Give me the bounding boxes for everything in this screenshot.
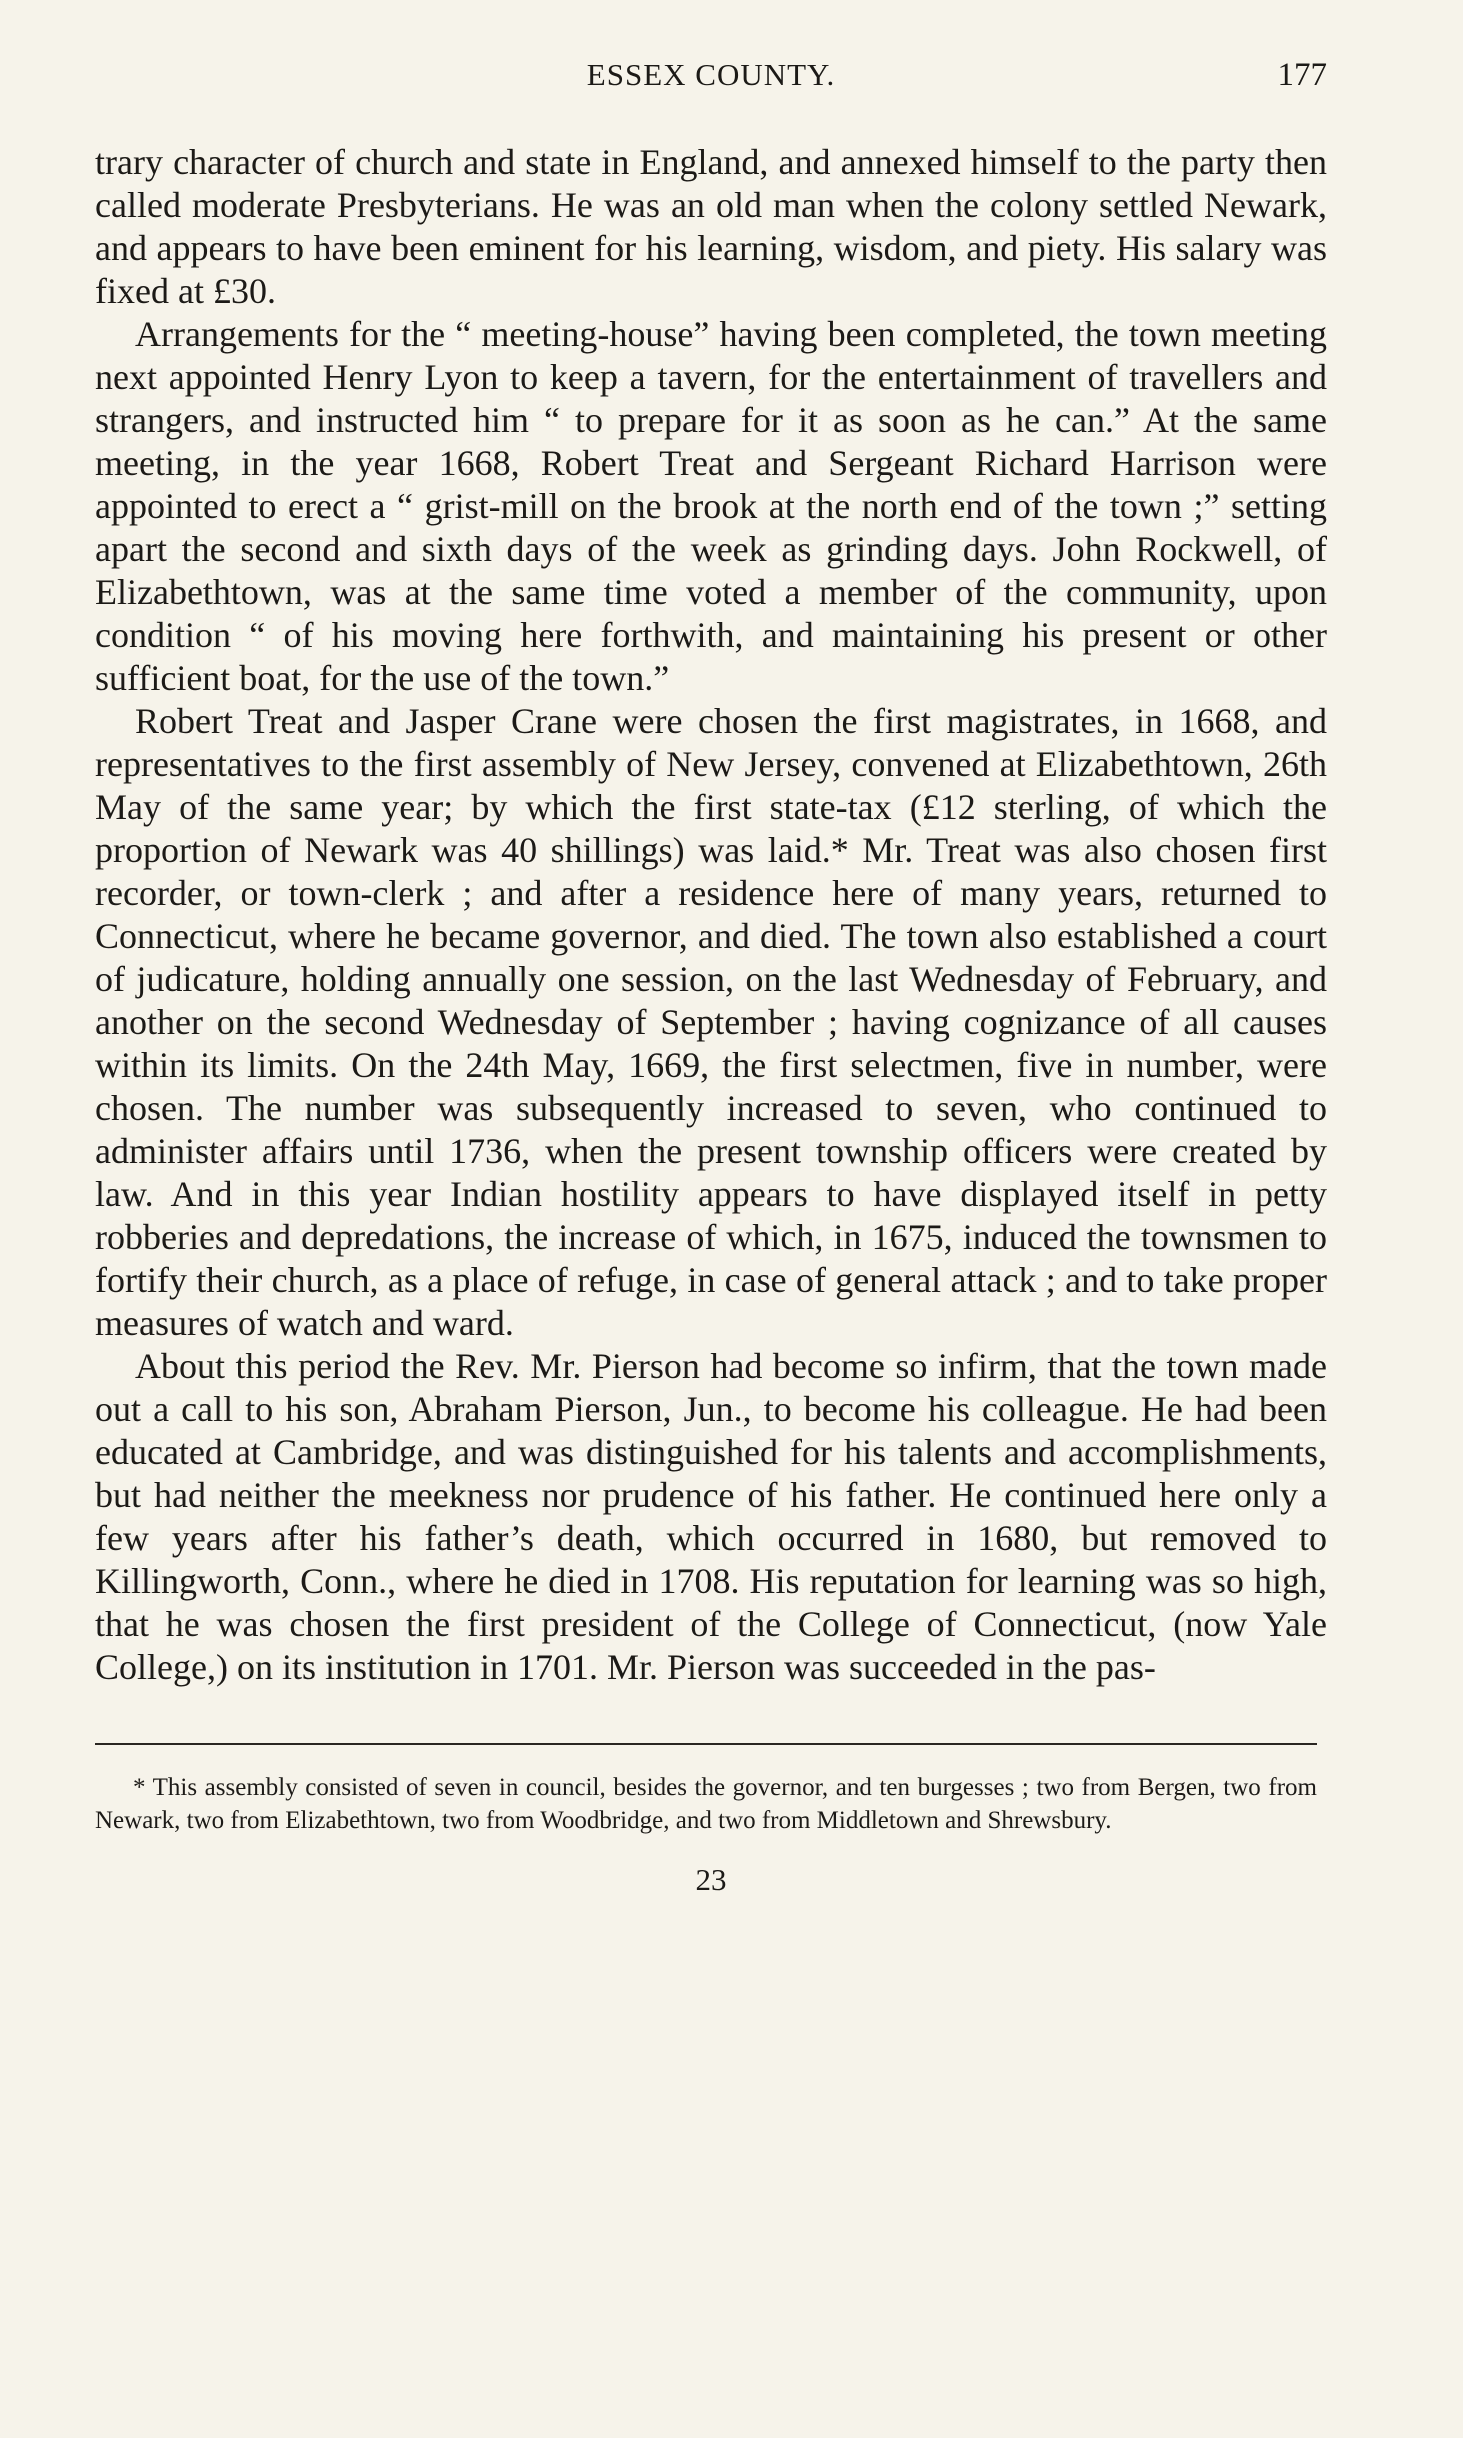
signature-mark: 23 xyxy=(695,1862,727,1897)
book-page xyxy=(95,55,1327,1898)
paragraph-pierson: About this period the Rev. Mr. Pierson had become so infirm, that the town made out a call to his son, Abraham Pierson, Jun., to become his colleague. He had been educated at Cambridge, and was distinguished for his talents and accomplishments, but had neither the meekness nor prudence of his father. He continued here only a few years after his father’s death, which occurred in 1680, but removed to Killingworth, Conn., where he died in 1708. His reputation for learning was so high, that he was chosen the first president of the College of Connecticut, (now Yale College,) on its institution in 1701. Mr. Pierson was succeeded in the pas- xyxy=(95,1346,1327,1687)
footnote-rule xyxy=(95,1743,1317,1745)
running-head: ESSEX COUNTY. xyxy=(586,57,836,92)
paragraph-magistrates: Robert Treat and Jasper Crane were chosen the first magistrates, in 1668, and representatives to the first assembly of New Jersey, convened at Elizabethtown, 26th May of the same year; by which the first state-tax (£12 sterling, of which the proportion of Newark was 40 shillings) was laid.* Mr. Treat was also chosen first recorder, or town-clerk ; and after a residence here of many years, returned to Connecticut, where he became governor, and died. The town also established a court of judicature, holding annually one session, on the last Wednesday of February, and another on the second Wednesday of September ; having cognizance of all causes within its limits. On the 24th May, 1669, the first selectmen, five in number, were chosen. The number was subsequently increased to seven, who continued to administer affairs until 1736, when the present township officers were created by law. And in this year Indian hostility appears to have displayed itself in petty robberies and depredations, the increase of which, in 1675, induced the townsmen to fortify their church, as a place of refuge, in case of general attack ; and to take proper measures of watch and ward. xyxy=(95,701,1327,1343)
paragraph-meeting-house: Arrangements for the “ meeting-house” having been completed, the town meeting next appointed Henry Lyon to keep a tavern, for the entertainment of travellers and strangers, and instructed him “ to prepare for it as soon as he can.” At the same meeting, in the year 1668, Robert Treat and Sergeant Richard Harrison were appointed to erect a “ grist-mill on the brook at the north end of the town ;” setting apart the second and sixth days of the week as grinding days. John Rockwell, of Elizabethtown, was at the same time voted a member of the community, upon condition “ of his moving here forthwith, and maintaining his present or other sufficient boat, for the use of the town.” xyxy=(95,314,1327,698)
body-text xyxy=(95,141,1327,1689)
paragraph-continuation: trary character of church and state in England, and annexed himself to the party then called moderate Presbyterians. He was an old man when the colony settled Newark, and appears to have been eminent for his learning, wisdom, and piety. His salary was fixed at £30. xyxy=(95,142,1327,311)
page-header xyxy=(95,55,1327,107)
footnote: * This assembly consisted of seven in council, besides the governor, and ten burgesses ; two from Bergen, two from Newark, two from Elizabethtown, two from Woodbridge, and two from Middletown and Shrewsbury. xyxy=(95,1774,1317,1834)
page-number: 177 xyxy=(1277,57,1327,93)
